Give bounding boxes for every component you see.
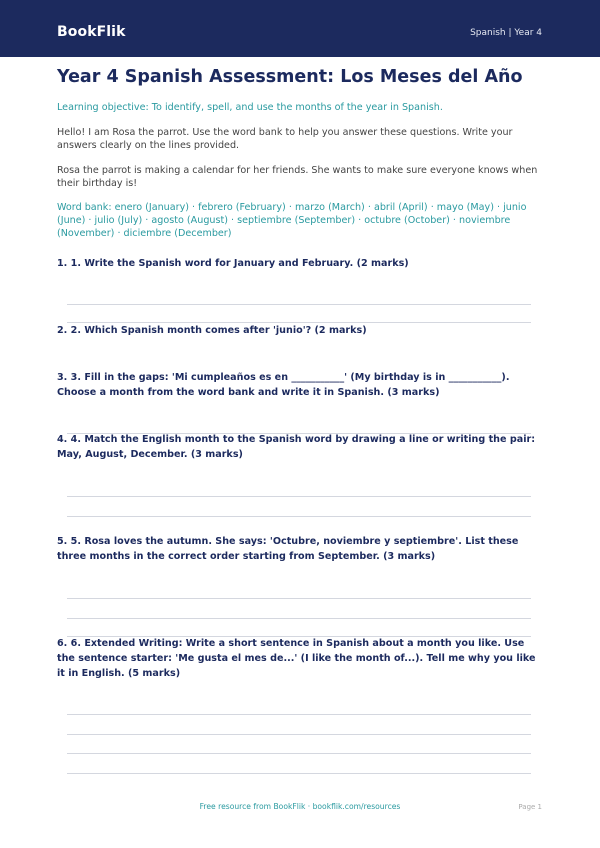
question-text: 5. 5. Rosa loves the autumn. She says: 'Octubre, noviembre y septiembre'. List these three months in the correct order starting from September. (3 marks) [57, 536, 519, 562]
question-text: 4. 4. Match the English month to the Spanish word by drawing a line or writing the pair: May, August, December. (3 marks) [57, 434, 536, 460]
question-3 [57, 370, 543, 400]
answer-line[interactable] [67, 753, 531, 754]
answer-line[interactable] [67, 714, 531, 715]
answer-line[interactable] [67, 734, 531, 735]
learning-objective: Learning objective: To identify, spell, and use the months of the year in Spanish. [57, 102, 443, 113]
answer-line[interactable] [67, 618, 531, 619]
footer-credit: Free resource from BookFlik · bookflik.com/resources [199, 802, 401, 811]
intro-paragraph: Hello! I am Rosa the parrot. Use the word bank to help you answer these questions. Write your answers clearly on the lines provided. [57, 127, 513, 151]
page-title: Year 4 Spanish Assessment: Los Meses del Año [57, 67, 523, 87]
page-header [0, 0, 600, 57]
intro-section [57, 66, 543, 240]
question-1 [57, 256, 543, 271]
brand-logo: BookFlik [57, 24, 126, 40]
question-5 [57, 534, 543, 564]
answer-line[interactable] [67, 516, 531, 517]
question-text: 6. 6. Extended Writing: Write a short sentence in Spanish about a month you like. Use the sentence starter: 'Me gusta el mes de...' (I like the month of...). Tell me why you like it in English. (5 marks) [57, 638, 536, 679]
question-text: 1. 1. Write the Spanish word for January and February. (2 marks) [57, 258, 409, 269]
subject-breadcrumb: Spanish | Year 4 [470, 28, 542, 38]
context-paragraph: Rosa the parrot is making a calendar for her friends. She wants to make sure everyone knows when their birthday is! [57, 165, 538, 189]
answer-line[interactable] [67, 598, 531, 599]
question-4 [57, 432, 543, 462]
answer-line[interactable] [67, 773, 531, 774]
answer-line[interactable] [67, 304, 531, 305]
answer-line[interactable] [67, 496, 531, 497]
word-bank: Word bank: enero (January) · febrero (February) · marzo (March) · abril (April) · mayo (May) · junio (June) · julio (July) · agosto (August) · septiembre (September) · octubre (October) · noviembre (November) · diciembre (December) [57, 202, 527, 239]
question-6 [57, 636, 543, 681]
question-2 [57, 323, 543, 338]
question-text: 3. 3. Fill in the gaps: 'Mi cumpleaños es en ___________' (My birthday is in ___________). Choose a month from the word bank and write it in Spanish. (3 marks) [57, 372, 510, 398]
question-text: 2. 2. Which Spanish month comes after 'junio'? (2 marks) [57, 325, 367, 336]
page-number: Page 1 [518, 803, 542, 811]
